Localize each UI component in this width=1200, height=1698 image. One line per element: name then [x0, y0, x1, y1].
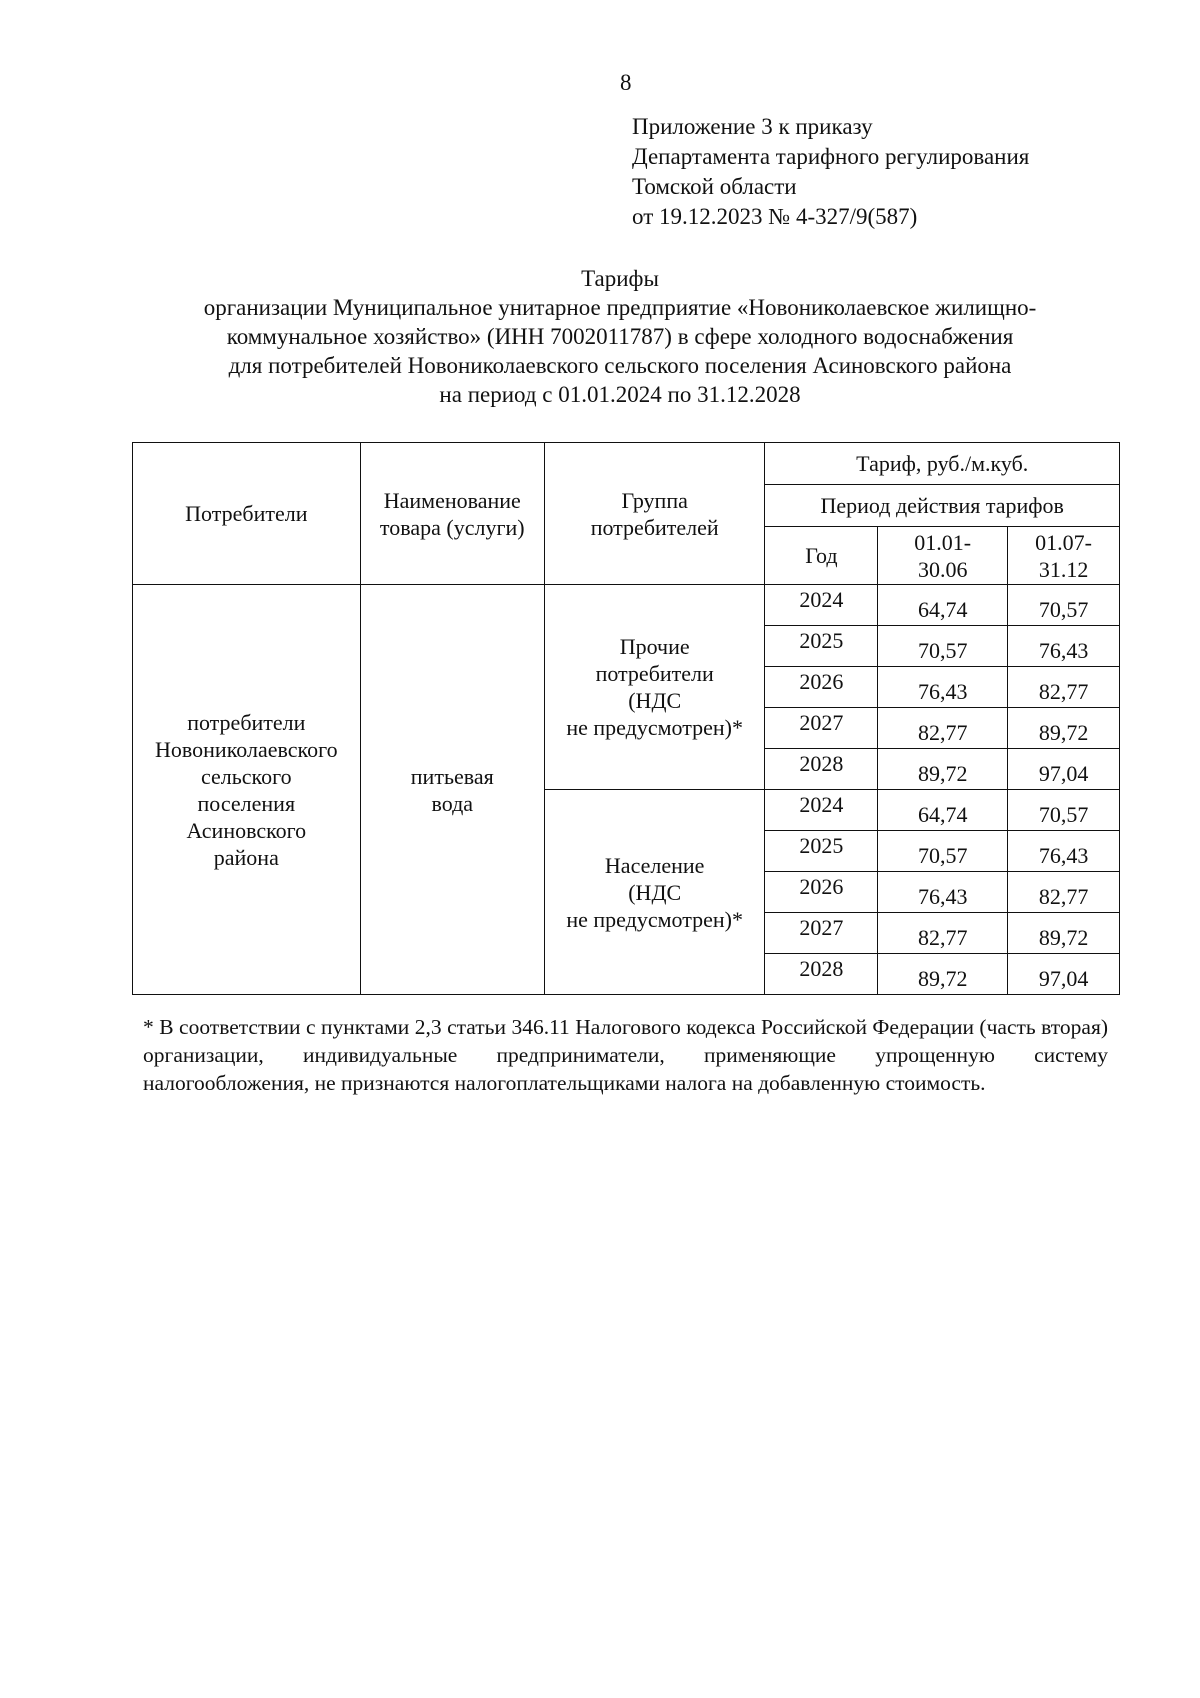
annex-header: [632, 112, 1029, 232]
tariff-cell-p1: 64,74: [878, 585, 1008, 626]
tariff-cell-p1: 89,72: [878, 749, 1008, 790]
year-cell: 2026: [765, 667, 878, 708]
table-row: [133, 585, 1120, 626]
year-cell: 2024: [765, 790, 878, 831]
annex-line: Томской области: [632, 174, 797, 199]
header-period1: 01.01- 30.06: [878, 527, 1008, 585]
tariff-cell-p2: 97,04: [1008, 954, 1120, 995]
year-cell: 2027: [765, 708, 878, 749]
tariff-cell-p2: 82,77: [1008, 667, 1120, 708]
tariff-cell-p1: 70,57: [878, 831, 1008, 872]
title-line: коммунальное хозяйство» (ИНН 7002011787) в сфере холодного водоснабжения: [226, 324, 1014, 349]
tariff-cell-p1: 70,57: [878, 626, 1008, 667]
tariff-cell-p1: 89,72: [878, 954, 1008, 995]
annex-line: Департамента тарифного регулирования: [632, 144, 1030, 169]
year-cell: 2028: [765, 749, 878, 790]
header-consumers: Потребители: [133, 443, 361, 585]
header-period2: 01.07- 31.12: [1008, 527, 1120, 585]
year-cell: 2026: [765, 872, 878, 913]
year-cell: 2024: [765, 585, 878, 626]
year-cell: 2025: [765, 831, 878, 872]
tariff-cell-p1: 82,77: [878, 913, 1008, 954]
title-line: для потребителей Новониколаевского сельского поселения Асиновского района: [228, 353, 1012, 378]
header-year: Год: [765, 527, 878, 585]
header-goods-name: Наименование товара (услуги): [360, 443, 544, 585]
document-title: [130, 264, 1110, 409]
annex-line: Приложение 3 к приказу: [632, 114, 873, 139]
goods-name-cell: питьевая вода: [360, 585, 544, 995]
year-cell: 2027: [765, 913, 878, 954]
tariff-cell-p2: 76,43: [1008, 831, 1120, 872]
header-consumer-group: Группа потребителей: [544, 443, 765, 585]
tariff-cell-p2: 70,57: [1008, 790, 1120, 831]
tariff-cell-p2: 76,43: [1008, 626, 1120, 667]
header-tariff: Тариф, руб./м.куб.: [765, 443, 1120, 485]
group-cell-other: Прочие потребители (НДС не предусмотрен)*: [544, 585, 765, 790]
tariff-cell-p2: 89,72: [1008, 708, 1120, 749]
tariff-cell-p1: 82,77: [878, 708, 1008, 749]
tariff-cell-p2: 97,04: [1008, 749, 1120, 790]
tariff-cell-p1: 76,43: [878, 872, 1008, 913]
group-cell-population: Население (НДС не предусмотрен)*: [544, 790, 765, 995]
title-line: на период с 01.01.2024 по 31.12.2028: [439, 382, 801, 407]
tariff-table: [132, 442, 1120, 995]
tariff-cell-p2: 70,57: [1008, 585, 1120, 626]
footnote: * В соответствии с пунктами 2,3 статьи 346.11 Налогового кодекса Российской Федерации (часть вторая) организации, индивидуальные предприниматели, применяющие упрощенную систему налогообложения, не признаются налогоплательщиками налога на добавленную стоимость.: [143, 1015, 1108, 1095]
consumers-cell: потребители Новониколаевского сельского поселения Асиновского района: [133, 585, 361, 995]
tariff-cell-p2: 82,77: [1008, 872, 1120, 913]
title-line: Тарифы: [581, 266, 659, 291]
tariff-cell-p1: 76,43: [878, 667, 1008, 708]
page-number: 8: [620, 70, 632, 95]
year-cell: 2025: [765, 626, 878, 667]
tariff-cell-p1: 64,74: [878, 790, 1008, 831]
header-period: Период действия тарифов: [765, 485, 1120, 527]
year-cell: 2028: [765, 954, 878, 995]
annex-line: от 19.12.2023 № 4-327/9(587): [632, 204, 918, 229]
tariff-cell-p2: 89,72: [1008, 913, 1120, 954]
title-line: организации Муниципальное унитарное предприятие «Новониколаевское жилищно-: [203, 295, 1037, 320]
